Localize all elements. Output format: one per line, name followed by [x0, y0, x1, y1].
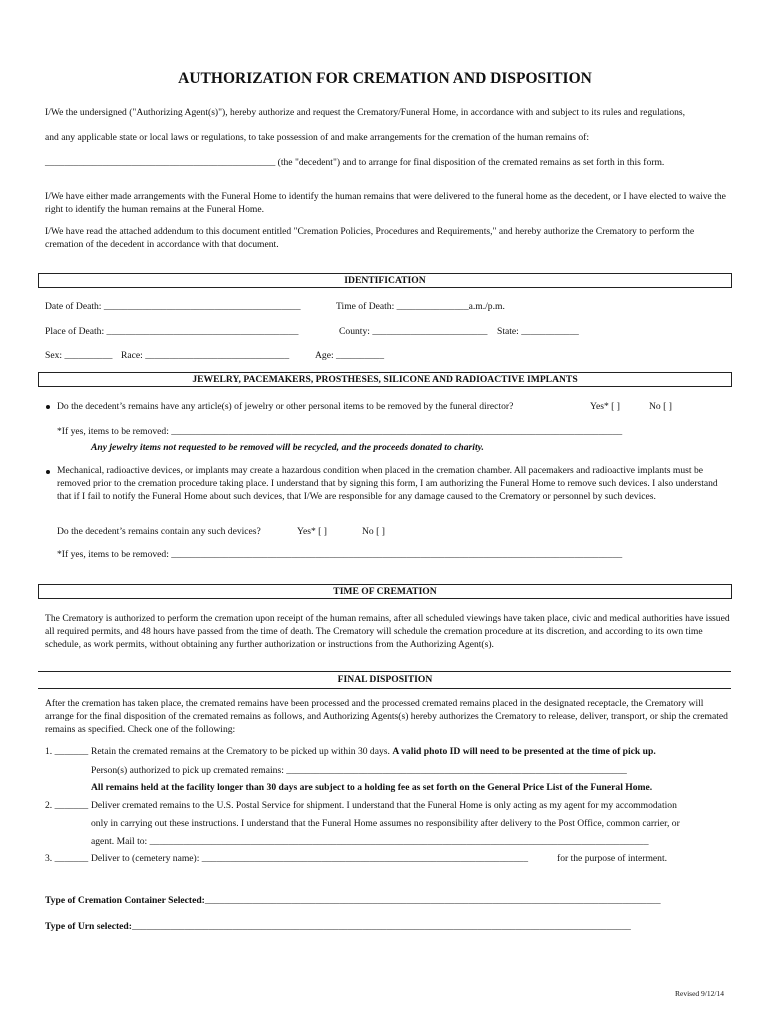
place-of-death-field[interactable]: Place of Death: ________________________________________	[45, 326, 299, 337]
cemetery-name-field[interactable]: Deliver to (cemetery name): ____________________________________________________________________	[91, 853, 528, 864]
state-field[interactable]: State: ____________	[497, 326, 579, 337]
interment-text: for the purpose of interment.	[557, 853, 668, 864]
intro-line-2: and any applicable state or local laws or regulations, to take possession of and make arrangements for the cremation of the human remains of:	[45, 132, 590, 143]
sex-field[interactable]: Sex: __________	[45, 350, 113, 361]
option-3-checkbox[interactable]: 3. _______	[45, 853, 89, 864]
final-disposition-text: After the cremation has taken place, the cremated remains have been processed and the processed cremated remains placed in the designated receptacle, the Crematory will arrange for the final disposition of the cremated remains as follows, and Authorizing Agents(s) hereby authorizes the Crematory to release, deliver, transport, or ship the cremated remains as specified. Check one of the following:	[45, 698, 728, 735]
final-disposition-header: FINAL DISPOSITION	[337, 674, 433, 685]
final-disposition-top-rule	[38, 671, 731, 672]
urn-type-label: Type of Urn selected:	[45, 921, 132, 932]
bullet-icon	[46, 470, 50, 474]
jewelry-question: Do the decedent’s remains have any article(s) of jewelry or other personal items to be removed by the funeral director?	[57, 401, 514, 412]
time-of-death-field[interactable]: Time of Death: _______________a.m./p.m.	[336, 301, 505, 312]
option-2-checkbox[interactable]: 2. _______	[45, 800, 89, 811]
option-1-checkbox[interactable]: 1. _______	[45, 746, 89, 757]
jewelry-header: JEWELRY, PACEMAKERS, PROSTHESES, SILICONE AND RADIOACTIVE IMPLANTS	[38, 372, 732, 387]
devices-no-checkbox[interactable]: No [ ]	[362, 526, 385, 537]
time-of-cremation-text: The Crematory is authorized to perform the cremation upon receipt of the human remains, after all scheduled viewings have taken place, civic and medical authorities have issued all required permits, and 48 hours have passed from the time of death. The Crematory will schedule the cremation procedure at its discretion, and according to its own time schedule, as work permits, without obtaining any further authorization or instructions from the Authorizing Agent(s).	[45, 613, 730, 650]
addendum-paragraph: I/We have read the attached addendum to this document entitled "Cremation Policies, Procedures and Requirements," and hereby authorize the Crematory to perform the cremation of the decedent in accordance with that document.	[45, 226, 695, 250]
authorized-persons-field[interactable]: Person(s) authorized to pick up cremated remains: _______________________________________________________________________	[91, 765, 627, 776]
urn-type-field[interactable]	[45, 920, 631, 933]
jewelry-recycle-notice: Any jewelry items not requested to be removed will be recycled, and the proceeds donated to charity.	[91, 442, 484, 453]
mail-to-field[interactable]: agent. Mail to: ________________________________________________________________________________________________________	[91, 836, 649, 847]
jewelry-no-checkbox[interactable]: No [ ]	[649, 401, 672, 412]
cremation-container-line: _______________________________________________________________________________________________	[204, 895, 661, 906]
time-of-cremation-header: TIME OF CREMATION	[38, 584, 732, 599]
photo-id-notice: A valid photo ID will need to be presented at the time of pick up.	[392, 746, 656, 757]
age-field[interactable]: Age: __________	[315, 350, 385, 361]
jewelry-items-removed-line[interactable]: *If yes, items to be removed: ______________________________________________________________________________________________	[57, 426, 623, 437]
option-2-text: Deliver cremated remains to the U.S. Postal Service for shipment. I understand that the Funeral Home is only acting as my agent for my accommodation	[91, 800, 677, 811]
cremation-container-label: Type of Cremation Container Selected:	[45, 895, 205, 906]
identify-remains-paragraph: I/We have either made arrangements with the Funeral Home to identify the human remains that were delivered to the funeral home as the decedent, or I have elected to waive the right to identify the human remains at the Funeral Home.	[45, 191, 726, 215]
final-disposition-bottom-rule	[38, 688, 731, 689]
jewelry-yes-checkbox[interactable]: Yes* [ ]	[590, 401, 620, 412]
decedent-name-line[interactable]: ________________________________________________ (the "decedent") and to arrange for final disposition of the cremated remains as set forth in this form.	[45, 157, 665, 168]
urn-type-line: ________________________________________________________________________________________________________	[131, 921, 631, 932]
devices-paragraph: Mechanical, radioactive devices, or implants may create a hazardous condition when placed in the cremation chamber. All pacemakers and radioactive implants must be removed prior to the cremation procedure taking place. I understand that by signing this form, I am authorizing the Funeral Home to remove such devices. I also understand that if I fail to notify the Funeral Home about such devices, that I/We are responsible for any damage caused to the Crematory or personnel by such devices.	[57, 465, 718, 502]
date-of-death-field[interactable]: Date of Death: _________________________________________	[45, 301, 301, 312]
intro-line-1: I/We the undersigned ("Authorizing Agent(s)"), hereby authorize and request the Crematory/Funeral Home, in accordance with and subject to its rules and regulations,	[45, 107, 686, 118]
option-1-text	[91, 745, 656, 758]
cremation-container-field[interactable]	[45, 894, 661, 907]
option-2-text-2: only in carrying out these instructions. I understand that the Funeral Home assumes no responsibility after delivery to the Post Office, common carrier, or	[91, 818, 680, 829]
race-field[interactable]: Race: ______________________________	[121, 350, 290, 361]
county-field[interactable]: County: ________________________	[339, 326, 488, 337]
bullet-icon	[46, 405, 50, 409]
devices-question: Do the decedent’s remains contain any such devices?	[57, 526, 261, 537]
devices-items-removed-line[interactable]: *If yes, items to be removed: ______________________________________________________________________________________________	[57, 549, 623, 560]
devices-yes-checkbox[interactable]: Yes* [ ]	[297, 526, 327, 537]
revised-date: Revised 9/12/14	[675, 989, 724, 998]
identification-header: IDENTIFICATION	[38, 273, 732, 288]
form-title: AUTHORIZATION FOR CREMATION AND DISPOSITION	[178, 70, 592, 87]
holding-fee-notice: All remains held at the facility longer than 30 days are subject to a holding fee as set forth on the General Price List of the Funeral Home.	[91, 782, 653, 793]
option-1-label: Retain the cremated remains at the Crematory to be picked up within 30 days.	[91, 746, 390, 757]
